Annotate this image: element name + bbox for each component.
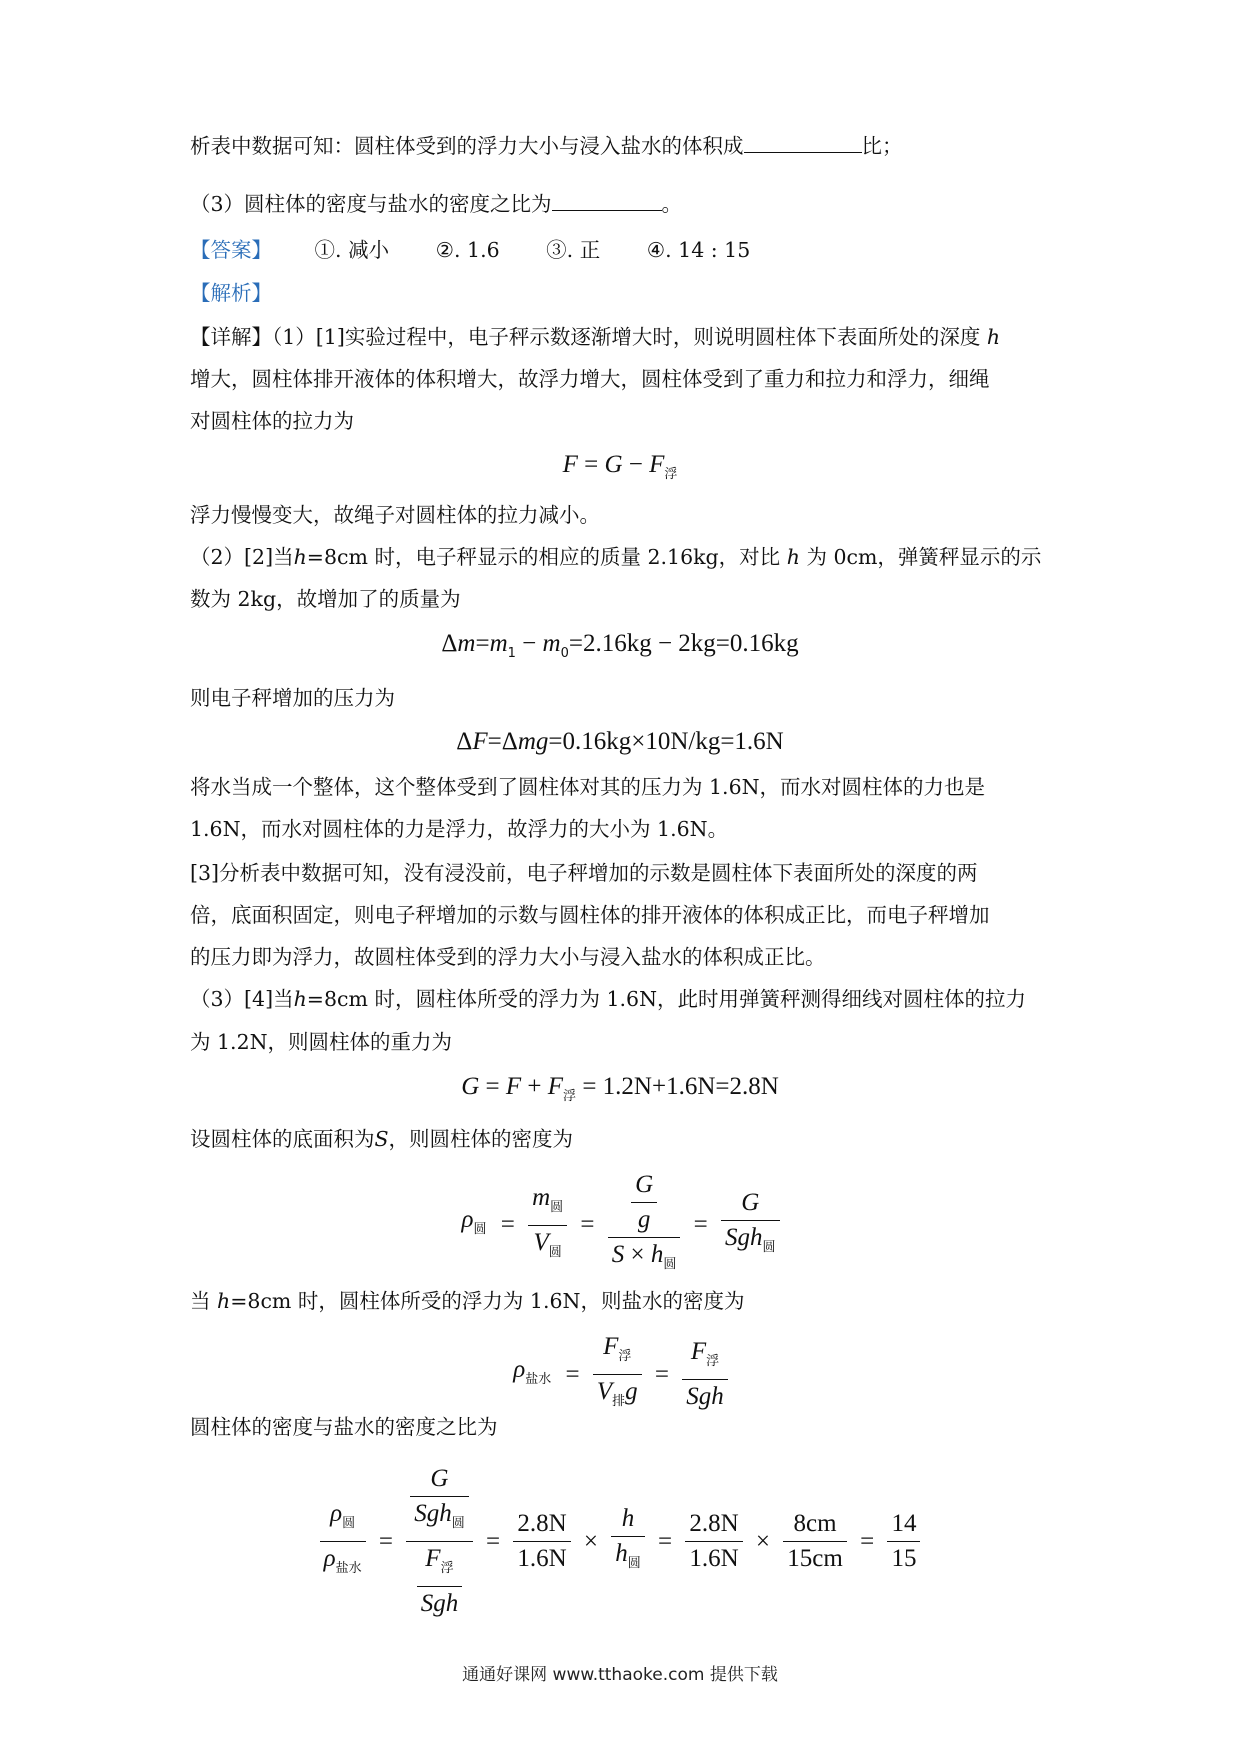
detail-line-10: [3]分析表中数据可知，没有浸没前，电子秤增加的示数是圆柱体下表面所处的深度的两 <box>190 861 978 885</box>
detail-line-2: 增大，圆柱体排开液体的体积增大，故浮力增大，圆柱体受到了重力和拉力和浮力，细绳 <box>190 367 990 391</box>
equation-cylinder-density: $\rho_圆$ = $m_圆$ $V_圆$ = $\frac{G}{g}$ $S \times h_圆$ = G Sgh$_圆$ <box>0 1168 1240 1282</box>
equation-density-ratio: $\rho_圆$ $\rho_{盐水}$ = G Sgh$_圆$ $F_浮$ Sgh = $\frac{2.8N}{1.6N}$ × h $h_圆$ = $\frac{2.8N}{1.6N}$ × $\frac{8cm}{15cm}$ = $\frac{14}{15}$ <box>0 1462 1240 1621</box>
text: 比； <box>861 134 903 158</box>
equation-force-increase: ΔF=Δmg=0.16kg×10N/kg=1.6N <box>456 728 784 755</box>
analysis-tag: 【解析】 <box>190 281 272 305</box>
text: （3）圆柱体的密度与盐水的密度之比为 <box>190 192 552 216</box>
detail-line-15: 设圆柱体的底面积为S，则圆柱体的密度为 <box>190 1127 574 1151</box>
page-footer: 通通好课网 www.tthaoke.com 提供下载 <box>462 1665 778 1685</box>
text: 。 <box>661 192 683 216</box>
detail-line-11: 倍，底面积固定，则电子秤增加的示数与圆柱体的排开液体的体积成正比，而电子秤增加 <box>190 903 990 927</box>
detail-line-3: 对圆柱体的拉力为 <box>190 409 354 433</box>
detail-line-9: 1.6N，而水对圆柱体的力是浮力，故浮力的大小为 1.6N。 <box>190 817 729 841</box>
detail-line-16: 当 h=8cm 时，圆柱体所受的浮力为 1.6N，则盐水的密度为 <box>190 1289 745 1313</box>
detail-line-8: 将水当成一个整体，这个整体受到了圆柱体对其的压力为 1.6N，而水对圆柱体的力也是 <box>190 775 986 799</box>
detail-line-13: （3）[4]当h=8cm 时，圆柱体所受的浮力为 1.6N，此时用弹簧秤测得细线对圆柱体的拉力 <box>190 987 1027 1011</box>
fill-in-line-2 <box>190 189 682 219</box>
equation-saltwater-density: $\rho_{盐水}$ = $F_浮$ $V_排g$ = $F_浮$ Sgh <box>0 1330 1240 1419</box>
text: 析表中数据可知：圆柱体受到的浮力大小与浸入盐水的体积成 <box>190 134 744 158</box>
answer-tag: 【答案】 <box>190 238 272 262</box>
equation-tension: $F = G - F_浮$ <box>562 451 678 482</box>
answer-line <box>190 235 750 265</box>
answer-item: ①. 减小 <box>314 238 390 262</box>
equation-mass-increase: $\Delta m=m_1 - m_0=2.16kg - 2kg=0.16kg$ <box>441 630 799 661</box>
answer-item: ③. 正 <box>546 238 601 262</box>
detail-line-17: 圆柱体的密度与盐水的密度之比为 <box>190 1415 498 1439</box>
detail-line-7: 则电子秤增加的压力为 <box>190 686 395 710</box>
detail-line-4: 浮力慢慢变大，故绳子对圆柱体的拉力减小。 <box>190 503 600 527</box>
equation-gravity: $G = F + F_浮 = 1.2N+1.6N=2.8N$ <box>461 1073 779 1104</box>
fill-in-line-1 <box>190 131 903 161</box>
answer-blank <box>552 192 662 211</box>
detail-line-12: 的压力即为浮力，故圆柱体受到的浮力大小与浸入盐水的体积成正比。 <box>190 945 826 969</box>
detail-line-1: 【详解】（1）[1]实验过程中，电子秤示数逐渐增大时，则说明圆柱体下表面所处的深度 h <box>190 325 1001 349</box>
detail-line-6: 数为 2kg，故增加了的质量为 <box>190 587 461 611</box>
answer-item: ④. 14 : 15 <box>646 238 751 262</box>
answer-blank <box>744 134 862 153</box>
answer-item: ②. 1.6 <box>435 238 500 262</box>
detail-line-14: 为 1.2N，则圆柱体的重力为 <box>190 1030 453 1054</box>
detail-line-5: （2）[2]当h=8cm 时，电子秤显示的相应的质量 2.16kg，对比 h 为 0cm，弹簧秤显示的示 <box>190 545 1042 569</box>
